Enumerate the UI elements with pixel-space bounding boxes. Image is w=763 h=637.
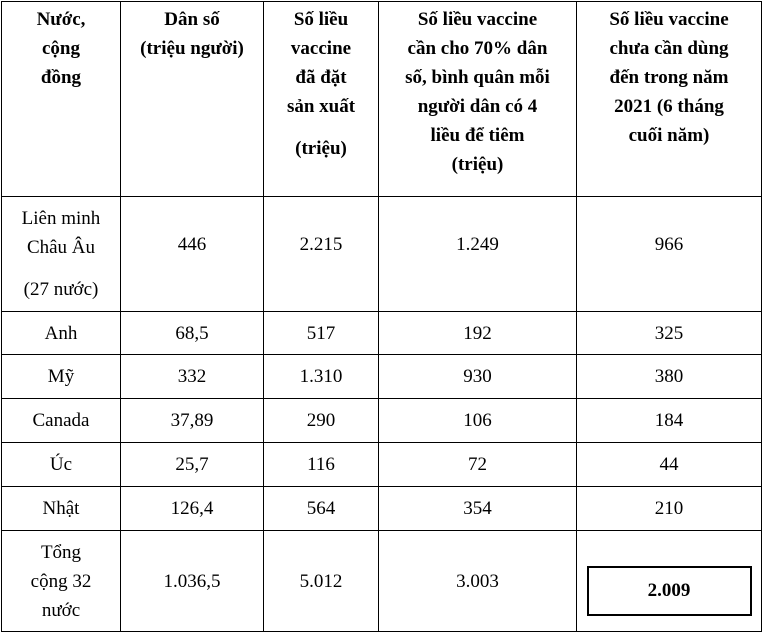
cell-doses-ordered: 116	[264, 443, 379, 487]
table-row	[2, 443, 762, 487]
header-doses-unneeded: Số liều vaccine chưa cần dùng đến trong năm 2021 (6 tháng cuối năm)	[577, 2, 762, 197]
cell-doses-needed: 192	[379, 312, 577, 355]
row-name: Canada	[2, 399, 121, 443]
cell-population: 332	[121, 355, 264, 399]
cell-doses-needed: 1.249	[379, 197, 577, 312]
cell-doses-needed: 106	[379, 399, 577, 443]
table-row	[2, 197, 762, 312]
header-doses-needed: Số liều vaccine cần cho 70% dân số, bình quân mỗi người dân có 4 liều để tiêm (triệu)	[379, 2, 577, 197]
table-row	[2, 399, 762, 443]
cell-population: 68,5	[121, 312, 264, 355]
header-country: Nước, cộng đồng	[2, 2, 121, 197]
row-name: Úc	[2, 443, 121, 487]
table-row	[2, 312, 762, 355]
row-name: Liên minh Châu Âu (27 nước)	[2, 197, 121, 312]
cell-doses-unneeded	[577, 531, 762, 632]
cell-population: 446	[121, 197, 264, 312]
vaccine-dose-table	[1, 1, 762, 632]
row-name: Mỹ	[2, 355, 121, 399]
cell-doses-needed: 3.003	[379, 531, 577, 632]
row-name: Anh	[2, 312, 121, 355]
header-doses-ordered: Số liều vaccine đã đặt sản xuất (triệu)	[264, 2, 379, 197]
cell-doses-ordered: 2.215	[264, 197, 379, 312]
cell-doses-needed: 930	[379, 355, 577, 399]
table-row	[2, 355, 762, 399]
cell-population: 37,89	[121, 399, 264, 443]
cell-doses-needed: 72	[379, 443, 577, 487]
table-row	[2, 487, 762, 531]
row-name: Tổng cộng 32 nước	[2, 531, 121, 632]
header-population: Dân số (triệu người)	[121, 2, 264, 197]
cell-doses-unneeded: 44	[577, 443, 762, 487]
row-name: Nhật	[2, 487, 121, 531]
cell-doses-unneeded: 325	[577, 312, 762, 355]
cell-doses-ordered: 5.012	[264, 531, 379, 632]
cell-doses-ordered: 564	[264, 487, 379, 531]
cell-doses-unneeded: 380	[577, 355, 762, 399]
highlighted-total-box: 2.009	[587, 566, 752, 616]
table-row-total	[2, 531, 762, 632]
cell-doses-unneeded: 184	[577, 399, 762, 443]
cell-population: 25,7	[121, 443, 264, 487]
cell-population: 126,4	[121, 487, 264, 531]
cell-doses-ordered: 1.310	[264, 355, 379, 399]
cell-doses-needed: 354	[379, 487, 577, 531]
cell-population: 1.036,5	[121, 531, 264, 632]
cell-doses-unneeded: 966	[577, 197, 762, 312]
cell-doses-ordered: 517	[264, 312, 379, 355]
cell-doses-ordered: 290	[264, 399, 379, 443]
cell-doses-unneeded: 210	[577, 487, 762, 531]
header-row	[2, 2, 762, 197]
